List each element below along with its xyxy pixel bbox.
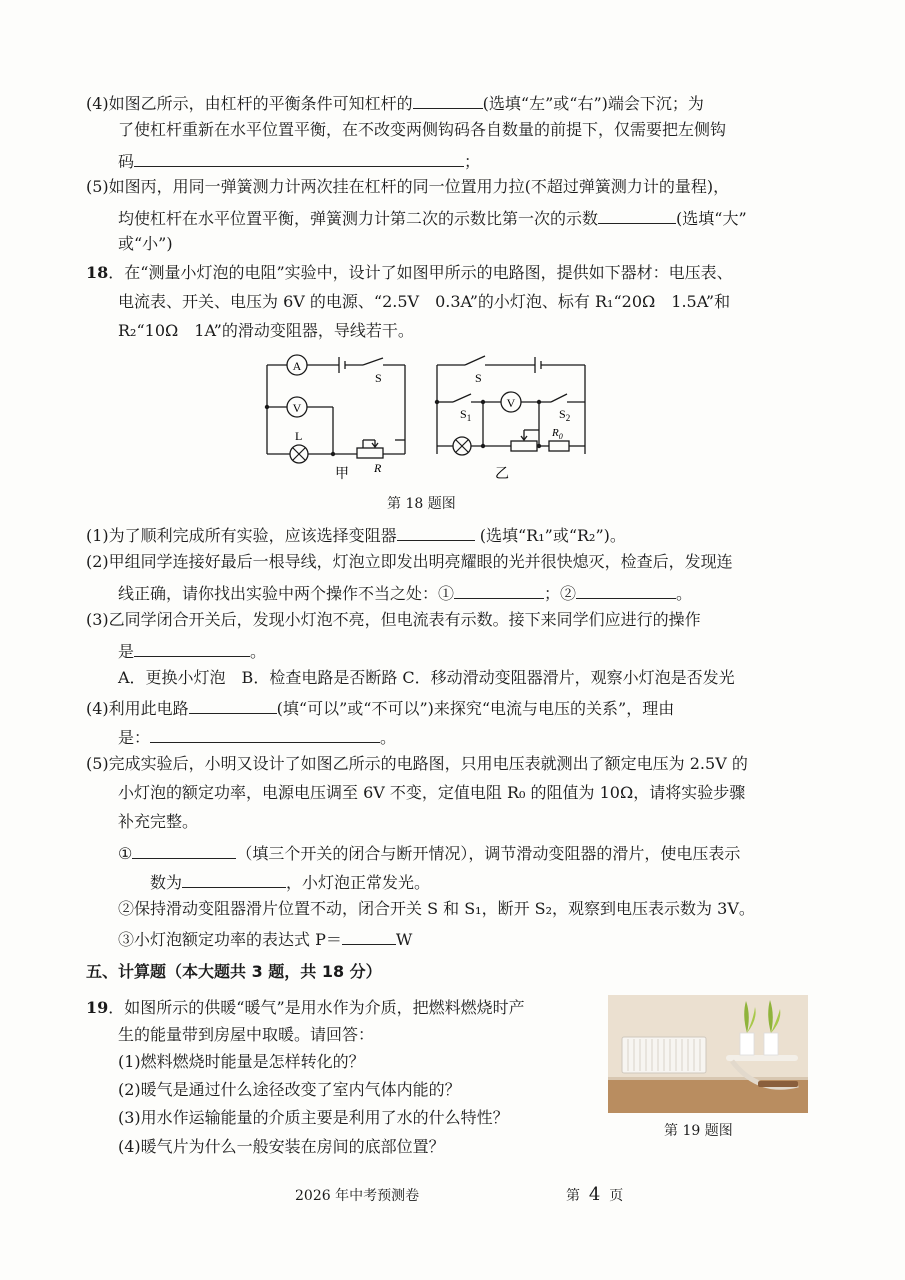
- section-5-heading: 五、计算题（本大题共 3 题，共 18 分）: [86, 962, 382, 981]
- switch-s1-label: $S_1$: [460, 407, 472, 423]
- q18-step3: ③小灯泡额定功率的表达式 P＝ W: [118, 926, 412, 951]
- answer-blank[interactable]: [397, 522, 475, 541]
- q18-part3-options: A．更换小灯泡 B．检查电路是否断路 C．移动滑动变阻器滑片，观察小灯泡是否发光: [118, 668, 735, 687]
- rheostat-label: R: [374, 461, 382, 475]
- q19-sub1: (1)燃料燃烧时能量是怎样转化的？: [118, 1052, 365, 1071]
- q18-stem-line2: 电流表、开关、电压为 6V 的电源、“2.5V 0.3A”的小灯泡、标有 R₁“20Ω 1.5A”和: [118, 292, 731, 311]
- radiator-photo: [608, 995, 808, 1113]
- q18-stem-line1: 18．在“测量小灯泡的电阻”实验中，设计了如图甲所示的电路图，提供如下器材：电压表、: [86, 263, 733, 282]
- voltmeter-label: V: [292, 401, 302, 415]
- q18-part3-line1: (3)乙同学闭合开关后，发现小灯泡不亮，但电流表有示数。接下来同学们应进行的操作: [86, 610, 701, 629]
- q18-part5-line3: 补充完整。: [118, 812, 199, 831]
- q19-figure-caption: 第 19 题图: [664, 1123, 733, 1139]
- q18-part1: (1)为了顺利完成所有实验，应该选择变阻器 (选填“R₁”或“R₂”)。: [86, 522, 626, 547]
- q18-stem-line3: R₂“10Ω 1A”的滑动变阻器，导线若干。: [118, 321, 414, 340]
- q18-part4-line1: (4)利用此电路 (填“可以”或“不可以”)来探究“电流与电压的关系”，理由: [86, 695, 674, 720]
- answer-blank[interactable]: [342, 926, 396, 945]
- q18-figure-caption: 第 18 题图: [387, 496, 456, 512]
- q18-part5-line1: (5)完成实验后，小明又设计了如图乙所示的电路图，只用电压表就测出了额定电压为 2.5V 的: [86, 754, 748, 773]
- fixed-resistor-label: $R_0$: [552, 427, 563, 441]
- answer-blank[interactable]: [413, 90, 483, 109]
- q19-sub4: (4)暖气片为什么一般安装在房间的底部位置？: [118, 1137, 445, 1156]
- answer-blank[interactable]: [134, 638, 250, 657]
- q18-part2-line1: (2)甲组同学连接好最后一根导线，灯泡立即发出明亮耀眼的光并很快熄灭，检查后，发现连: [86, 552, 733, 571]
- q18-part4-line2: 是： 。: [118, 724, 396, 749]
- page-number: 第 4 页: [566, 1184, 624, 1205]
- q19-stem-line1: 19．如图所示的供暖“暖气”是用水作为介质，把燃料燃烧时产: [86, 998, 525, 1017]
- answer-blank[interactable]: [598, 205, 676, 224]
- switch-s2-label: $S_2$: [559, 407, 571, 423]
- q18-step1-line2: 数为 ，小灯泡正常发光。: [150, 869, 430, 894]
- q18-circuit-figure: [255, 350, 605, 490]
- answer-blank[interactable]: [182, 869, 286, 888]
- q17-part4-line3: 码 ；: [118, 148, 480, 173]
- answer-blank[interactable]: [576, 580, 676, 599]
- answer-blank[interactable]: [132, 840, 236, 859]
- figure-jia-label: 甲: [335, 467, 349, 482]
- answer-blank[interactable]: [150, 724, 380, 743]
- q17-part4-line1: (4)如图乙所示，由杠杆的平衡条件可知杠杆的 (选填“左”或“右”)端会下沉；为: [86, 90, 704, 115]
- voltmeter-label-2: V: [506, 396, 516, 410]
- q17-part4-line2: 了使杠杆重新在水平位置平衡，在不改变两侧钩码各自数量的前提下，仅需要把左侧钩: [118, 120, 727, 139]
- q18-step2: ②保持滑动变阻器滑片位置不动，闭合开关 S 和 S₁，断开 S₂，观察到电压表示数为 3V。: [118, 899, 755, 918]
- q17-part5-line1: (5)如图丙，用同一弹簧测力计两次挂在杠杆的同一位置用力拉(不超过弹簧测力计的量程)，: [86, 177, 730, 196]
- answer-blank[interactable]: [189, 695, 277, 714]
- lamp-label: L: [295, 429, 303, 443]
- switch-label: S: [375, 371, 382, 385]
- q17-part5-line3: 或“小”): [118, 234, 173, 253]
- answer-blank[interactable]: [134, 148, 464, 167]
- figure-yi-label: 乙: [495, 467, 509, 482]
- q19-sub3: (3)用水作运输能量的介质主要是利用了水的什么特性？: [118, 1108, 509, 1127]
- exam-title-footer: 2026 年中考预测卷: [295, 1188, 420, 1204]
- q17-part5-line2: 均使杠杆在水平位置平衡，弹簧测力计第二次的示数比第一次的示数 (选填“大”: [118, 205, 747, 230]
- q18-part2-line2: 线正确，请你找出实验中两个操作不当之处：① ；② 。: [118, 580, 692, 605]
- answer-blank[interactable]: [454, 580, 544, 599]
- q18-part5-line2: 小灯泡的额定功率，电源电压调至 6V 不变，定值电阻 R₀ 的阻值为 10Ω，请将实验步骤: [118, 783, 746, 802]
- ammeter-label: A: [292, 359, 302, 373]
- question-number: 18: [86, 263, 109, 282]
- switch-s-label: S: [475, 371, 482, 385]
- q18-part3-line2: 是 。: [118, 638, 266, 663]
- q18-step1-line1: ① （填三个开关的闭合与断开情况），调节滑动变阻器的滑片，使电压表示: [118, 840, 740, 865]
- question-number: 19: [86, 998, 109, 1017]
- q19-sub2: (2)暖气是通过什么途径改变了室内气体内能的？: [118, 1080, 461, 1099]
- q19-stem-line2: 生的能量带到房屋中取暖。请回答：: [118, 1025, 375, 1044]
